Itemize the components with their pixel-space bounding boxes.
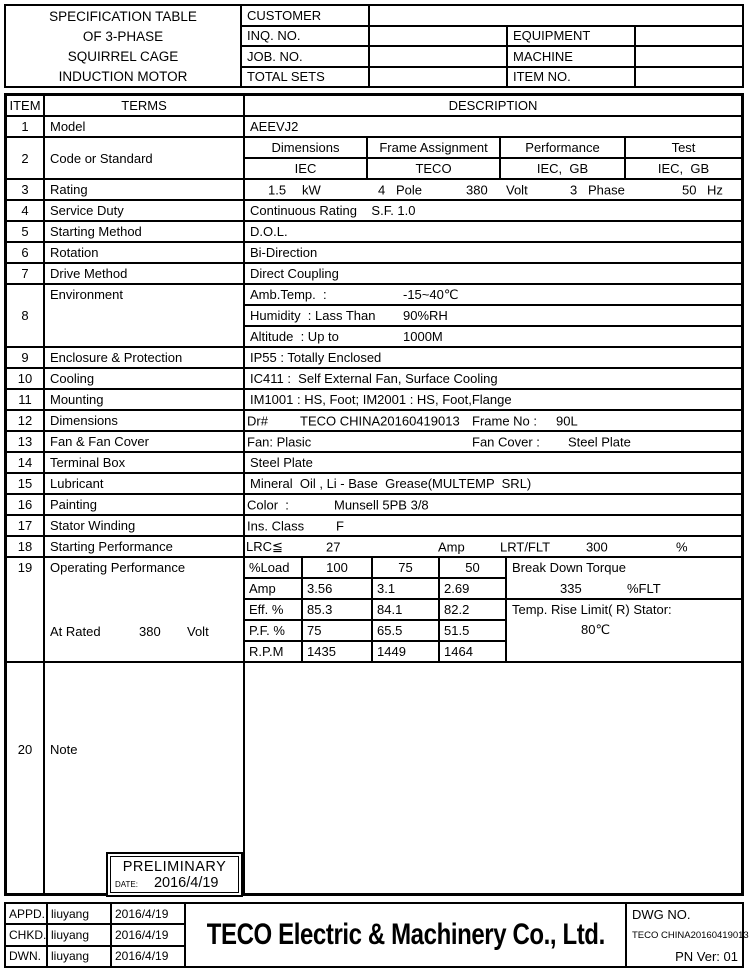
ins-class-label: Ins. Class	[247, 518, 305, 533]
code-col-value: IEC, GB	[626, 159, 741, 178]
term-label: Drive Method	[45, 264, 245, 283]
perf-value: 1435	[303, 642, 371, 661]
term-label: Rotation	[45, 243, 245, 262]
spec-row-operating-performance	[7, 558, 741, 663]
code-col-value: IEC	[245, 159, 366, 178]
spec-row-starting-method	[7, 222, 741, 243]
mounting-value: IM1001 : HS, Foot; IM2001 : HS, Foot,Flange	[250, 392, 512, 407]
cooling-value: IC411 : Self External Fan, Surface Cooling	[250, 371, 498, 386]
rating-pole-unit: Pole	[396, 182, 423, 197]
breakdown-torque-value: 335	[560, 581, 582, 596]
perf-value: 84.1	[373, 600, 438, 619]
spec-row-rotation	[7, 243, 741, 264]
rating-kw-value: 1.5	[268, 182, 287, 197]
env-line-value: 90%RH	[403, 308, 448, 323]
row-number: 8	[7, 285, 45, 346]
spec-row-rating	[7, 180, 741, 201]
term-label: Note	[45, 663, 245, 893]
row-number: 19	[7, 558, 45, 661]
perf-header-75: 75	[373, 558, 438, 577]
terminal-box-value: Steel Plate	[250, 455, 313, 470]
env-line-label: Amb.Temp. :	[250, 287, 327, 302]
inq-no-label: INQ. NO.	[242, 27, 368, 46]
row-number: 12	[7, 411, 45, 430]
environment-subtable	[245, 285, 741, 346]
color-value: Munsell 5PB 3/8	[334, 497, 429, 512]
signature-role: DWN.	[6, 947, 46, 966]
lrc-value: 27	[326, 539, 341, 554]
service-duty-value: Continuous Rating S.F. 1.0	[250, 203, 416, 218]
env-line-value: -15~40℃	[403, 286, 459, 302]
frame-no-label: Frame No :	[472, 413, 538, 428]
preliminary-date-label: DATE:	[115, 879, 138, 889]
total-sets-label: TOTAL SETS	[242, 68, 368, 87]
signature-name: liuyang	[48, 947, 110, 966]
fan-material: Fan: Plasic	[247, 434, 312, 449]
fan-values	[245, 432, 741, 451]
color-label: Color :	[247, 497, 289, 512]
at-rated-label: At Rated	[50, 624, 101, 639]
customer-value-field	[370, 6, 742, 25]
machine-label: MACHINE	[508, 47, 634, 66]
preliminary-date-row	[115, 875, 234, 891]
rating-volt-value: 380	[466, 182, 488, 197]
row-number: 15	[7, 474, 45, 493]
starting-method-value: D.O.L.	[250, 224, 288, 239]
term-label: Lubricant	[45, 474, 245, 493]
row-number: 1	[7, 117, 45, 136]
spec-row-stator-winding	[7, 516, 741, 537]
spec-title-line: INDUCTION MOTOR	[58, 68, 188, 84]
term-label: Starting Method	[45, 222, 245, 241]
term-label: Service Duty	[45, 201, 245, 220]
perf-value: 3.56	[303, 579, 371, 598]
spec-row-code-standard	[7, 138, 741, 180]
term-label: Painting	[45, 495, 245, 514]
temp-rise-box	[507, 600, 741, 661]
note-area	[245, 663, 741, 893]
item-no-label: ITEM NO.	[508, 68, 634, 87]
term-label: Starting Performance	[45, 537, 245, 556]
lrc-unit: Amp	[438, 539, 465, 554]
env-line-label: Humidity : Lass Than	[250, 308, 376, 323]
spec-row-dimensions	[7, 411, 741, 432]
term-label: Environment	[45, 285, 245, 346]
pn-version: PN Ver: 01	[675, 949, 738, 964]
spec-row-terminal-box	[7, 453, 741, 474]
perf-value: 65.5	[373, 621, 438, 640]
spec-row-environment	[7, 285, 741, 348]
perf-value: 2.69	[440, 579, 505, 598]
term-label: Fan & Fan Cover	[45, 432, 245, 451]
item-no-value-field	[636, 68, 742, 87]
rating-hz-unit: Hz	[707, 182, 723, 197]
spec-title	[6, 6, 240, 86]
spec-header-block	[4, 4, 744, 88]
col-header-terms: TERMS	[45, 96, 245, 115]
row-number: 6	[7, 243, 45, 262]
term-label: Enclosure & Protection	[45, 348, 245, 367]
machine-value-field	[636, 47, 742, 66]
signature-date: 2016/4/19	[112, 925, 184, 944]
row-number: 10	[7, 369, 45, 388]
row-number: 2	[7, 138, 45, 178]
spec-row-mounting	[7, 390, 741, 411]
lrt-value: 300	[586, 539, 608, 554]
term-label: Cooling	[45, 369, 245, 388]
perf-value: 1449	[373, 642, 438, 661]
spec-title-line: OF 3-PHASE	[82, 28, 164, 44]
perf-row-label: Eff. %	[245, 600, 301, 619]
performance-table	[245, 558, 741, 661]
spec-row-service-duty	[7, 201, 741, 222]
painting-values	[245, 495, 741, 514]
perf-value: 82.2	[440, 600, 505, 619]
spec-title-line: SQUIRREL CAGE	[67, 48, 179, 64]
enclosure-value: IP55 : Totally Enclosed	[250, 350, 382, 365]
term-label: Dimensions	[45, 411, 245, 430]
drawing-number-box	[627, 904, 749, 966]
spec-row-model	[7, 117, 741, 138]
code-col-header: Performance	[501, 138, 624, 157]
equipment-value-field	[636, 27, 742, 46]
drive-method-value: Direct Coupling	[250, 266, 339, 281]
preliminary-title: PRELIMINARY	[122, 858, 227, 875]
lrt-label: LRT/FLT	[500, 539, 551, 554]
term-label: Mounting	[45, 390, 245, 409]
term-label: Code or Standard	[45, 138, 245, 178]
breakdown-torque-unit: %FLT	[627, 581, 661, 596]
env-line-value: 1000M	[403, 329, 443, 344]
perf-row-label: R.P.M	[245, 642, 301, 661]
perf-value: 85.3	[303, 600, 371, 619]
rating-values	[245, 180, 741, 199]
starting-performance-values	[245, 537, 741, 556]
preliminary-date: 2016/4/19	[153, 874, 219, 891]
spec-row-cooling	[7, 369, 741, 390]
breakdown-torque-label: Break Down Torque	[512, 560, 626, 575]
term-label: Model	[45, 117, 245, 136]
total-sets-value-field	[370, 68, 506, 87]
signature-date: 2016/4/19	[112, 904, 184, 923]
code-col-header: Test	[626, 138, 741, 157]
row-number: 16	[7, 495, 45, 514]
row-number: 4	[7, 201, 45, 220]
col-header-item: ITEM	[7, 96, 45, 115]
row-number: 5	[7, 222, 45, 241]
company-name-box	[186, 904, 627, 966]
env-line-label: Altitude : Up to	[250, 329, 339, 344]
code-col-value: IEC, GB	[501, 159, 624, 178]
model-value: AEEVJ2	[250, 119, 299, 134]
at-rated-unit: Volt	[187, 624, 209, 639]
signature-name: liuyang	[48, 925, 110, 944]
fan-cover-label: Fan Cover :	[472, 434, 540, 449]
job-no-value-field	[370, 47, 506, 66]
environment-line	[245, 306, 741, 325]
drawing-number: TECO CHINA20160419013	[300, 413, 460, 428]
temp-rise-value: 80℃	[581, 622, 611, 637]
signature-grid	[6, 904, 186, 966]
rating-hz-value: 50	[682, 182, 697, 197]
perf-header-100: 100	[303, 558, 371, 577]
lrt-unit: %	[676, 539, 688, 554]
operating-performance-term	[45, 558, 245, 661]
col-header-description: DESCRIPTION	[448, 98, 538, 113]
row-number: 3	[7, 180, 45, 199]
lubricant-value: Mineral Oil , Li - Base Grease(MULTEMP SRL)	[250, 476, 532, 491]
spec-row-enclosure	[7, 348, 741, 369]
dwg-no-label: DWG NO.	[632, 907, 691, 922]
dwg-no-value: TECO CHINA20160419013	[632, 930, 749, 941]
row-number: 9	[7, 348, 45, 367]
code-standard-grid	[245, 138, 741, 178]
rating-kw-unit: kW	[302, 182, 321, 197]
table-header-row	[7, 96, 741, 117]
spec-title-line: SPECIFICATION TABLE	[49, 8, 197, 24]
environment-line	[245, 327, 741, 346]
spec-row-lubricant	[7, 474, 741, 495]
lrc-label: LRC≦	[246, 538, 283, 554]
rotation-value: Bi-Direction	[250, 245, 318, 260]
rating-volt-unit: Volt	[506, 182, 528, 197]
perf-header-50: 50	[440, 558, 505, 577]
stator-winding-values	[245, 516, 741, 535]
temp-rise-label: Temp. Rise Limit( R) Stator:	[512, 602, 672, 617]
row-number: 14	[7, 453, 45, 472]
at-rated-value: 380	[139, 624, 161, 639]
code-standard-subtable	[245, 138, 741, 178]
row-number: 17	[7, 516, 45, 535]
spec-main-table	[4, 93, 744, 896]
ins-class-value: F	[336, 518, 344, 533]
frame-no-value: 90L	[556, 413, 578, 428]
signature-name: liuyang	[48, 904, 110, 923]
spec-row-painting	[7, 495, 741, 516]
performance-subtable	[245, 558, 741, 661]
row-number: 20	[7, 663, 45, 893]
signature-role: CHKD.	[6, 925, 46, 944]
row-number: 7	[7, 264, 45, 283]
row-number: 18	[7, 537, 45, 556]
row-number: 13	[7, 432, 45, 451]
perf-value: 3.1	[373, 579, 438, 598]
preliminary-stamp-inner	[110, 856, 239, 893]
signature-role: APPD.	[6, 904, 46, 923]
term-label: Terminal Box	[45, 453, 245, 472]
rating-phase-value: 3	[570, 182, 578, 197]
code-col-header: Dimensions	[245, 138, 366, 157]
spec-row-starting-performance	[7, 537, 741, 558]
code-col-header: Frame Assignment	[368, 138, 499, 157]
rating-pole-value: 4	[378, 182, 386, 197]
spec-row-drive-method	[7, 264, 741, 285]
term-label: Stator Winding	[45, 516, 245, 535]
breakdown-torque-box	[507, 558, 741, 598]
drawing-label: Dr#	[247, 413, 268, 428]
preliminary-stamp	[106, 852, 243, 897]
customer-label: CUSTOMER	[242, 6, 368, 25]
environment-line	[245, 285, 741, 304]
perf-value: 75	[303, 621, 371, 640]
equipment-label: EQUIPMENT	[508, 27, 634, 46]
term-label: Operating Performance	[50, 560, 186, 575]
row-number: 11	[7, 390, 45, 409]
inq-no-value-field	[370, 27, 506, 46]
code-col-value: TECO	[368, 159, 499, 178]
perf-row-label: Amp	[245, 579, 301, 598]
job-no-label: JOB. NO.	[242, 47, 368, 66]
perf-row-label: P.F. %	[245, 621, 301, 640]
signature-date: 2016/4/19	[112, 947, 184, 966]
perf-value: 51.5	[440, 621, 505, 640]
environment-lines	[245, 285, 741, 346]
term-label: Rating	[45, 180, 245, 199]
company-name: TECO Electric & Machinery Co., Ltd.	[206, 918, 605, 951]
rating-phase-unit: Phase	[588, 182, 625, 197]
title-block-footer	[4, 902, 749, 968]
perf-value: 1464	[440, 642, 505, 661]
fan-cover-material: Steel Plate	[568, 434, 631, 449]
perf-header-label: %Load	[245, 558, 301, 577]
spec-row-fan	[7, 432, 741, 453]
dimensions-values	[245, 411, 741, 430]
